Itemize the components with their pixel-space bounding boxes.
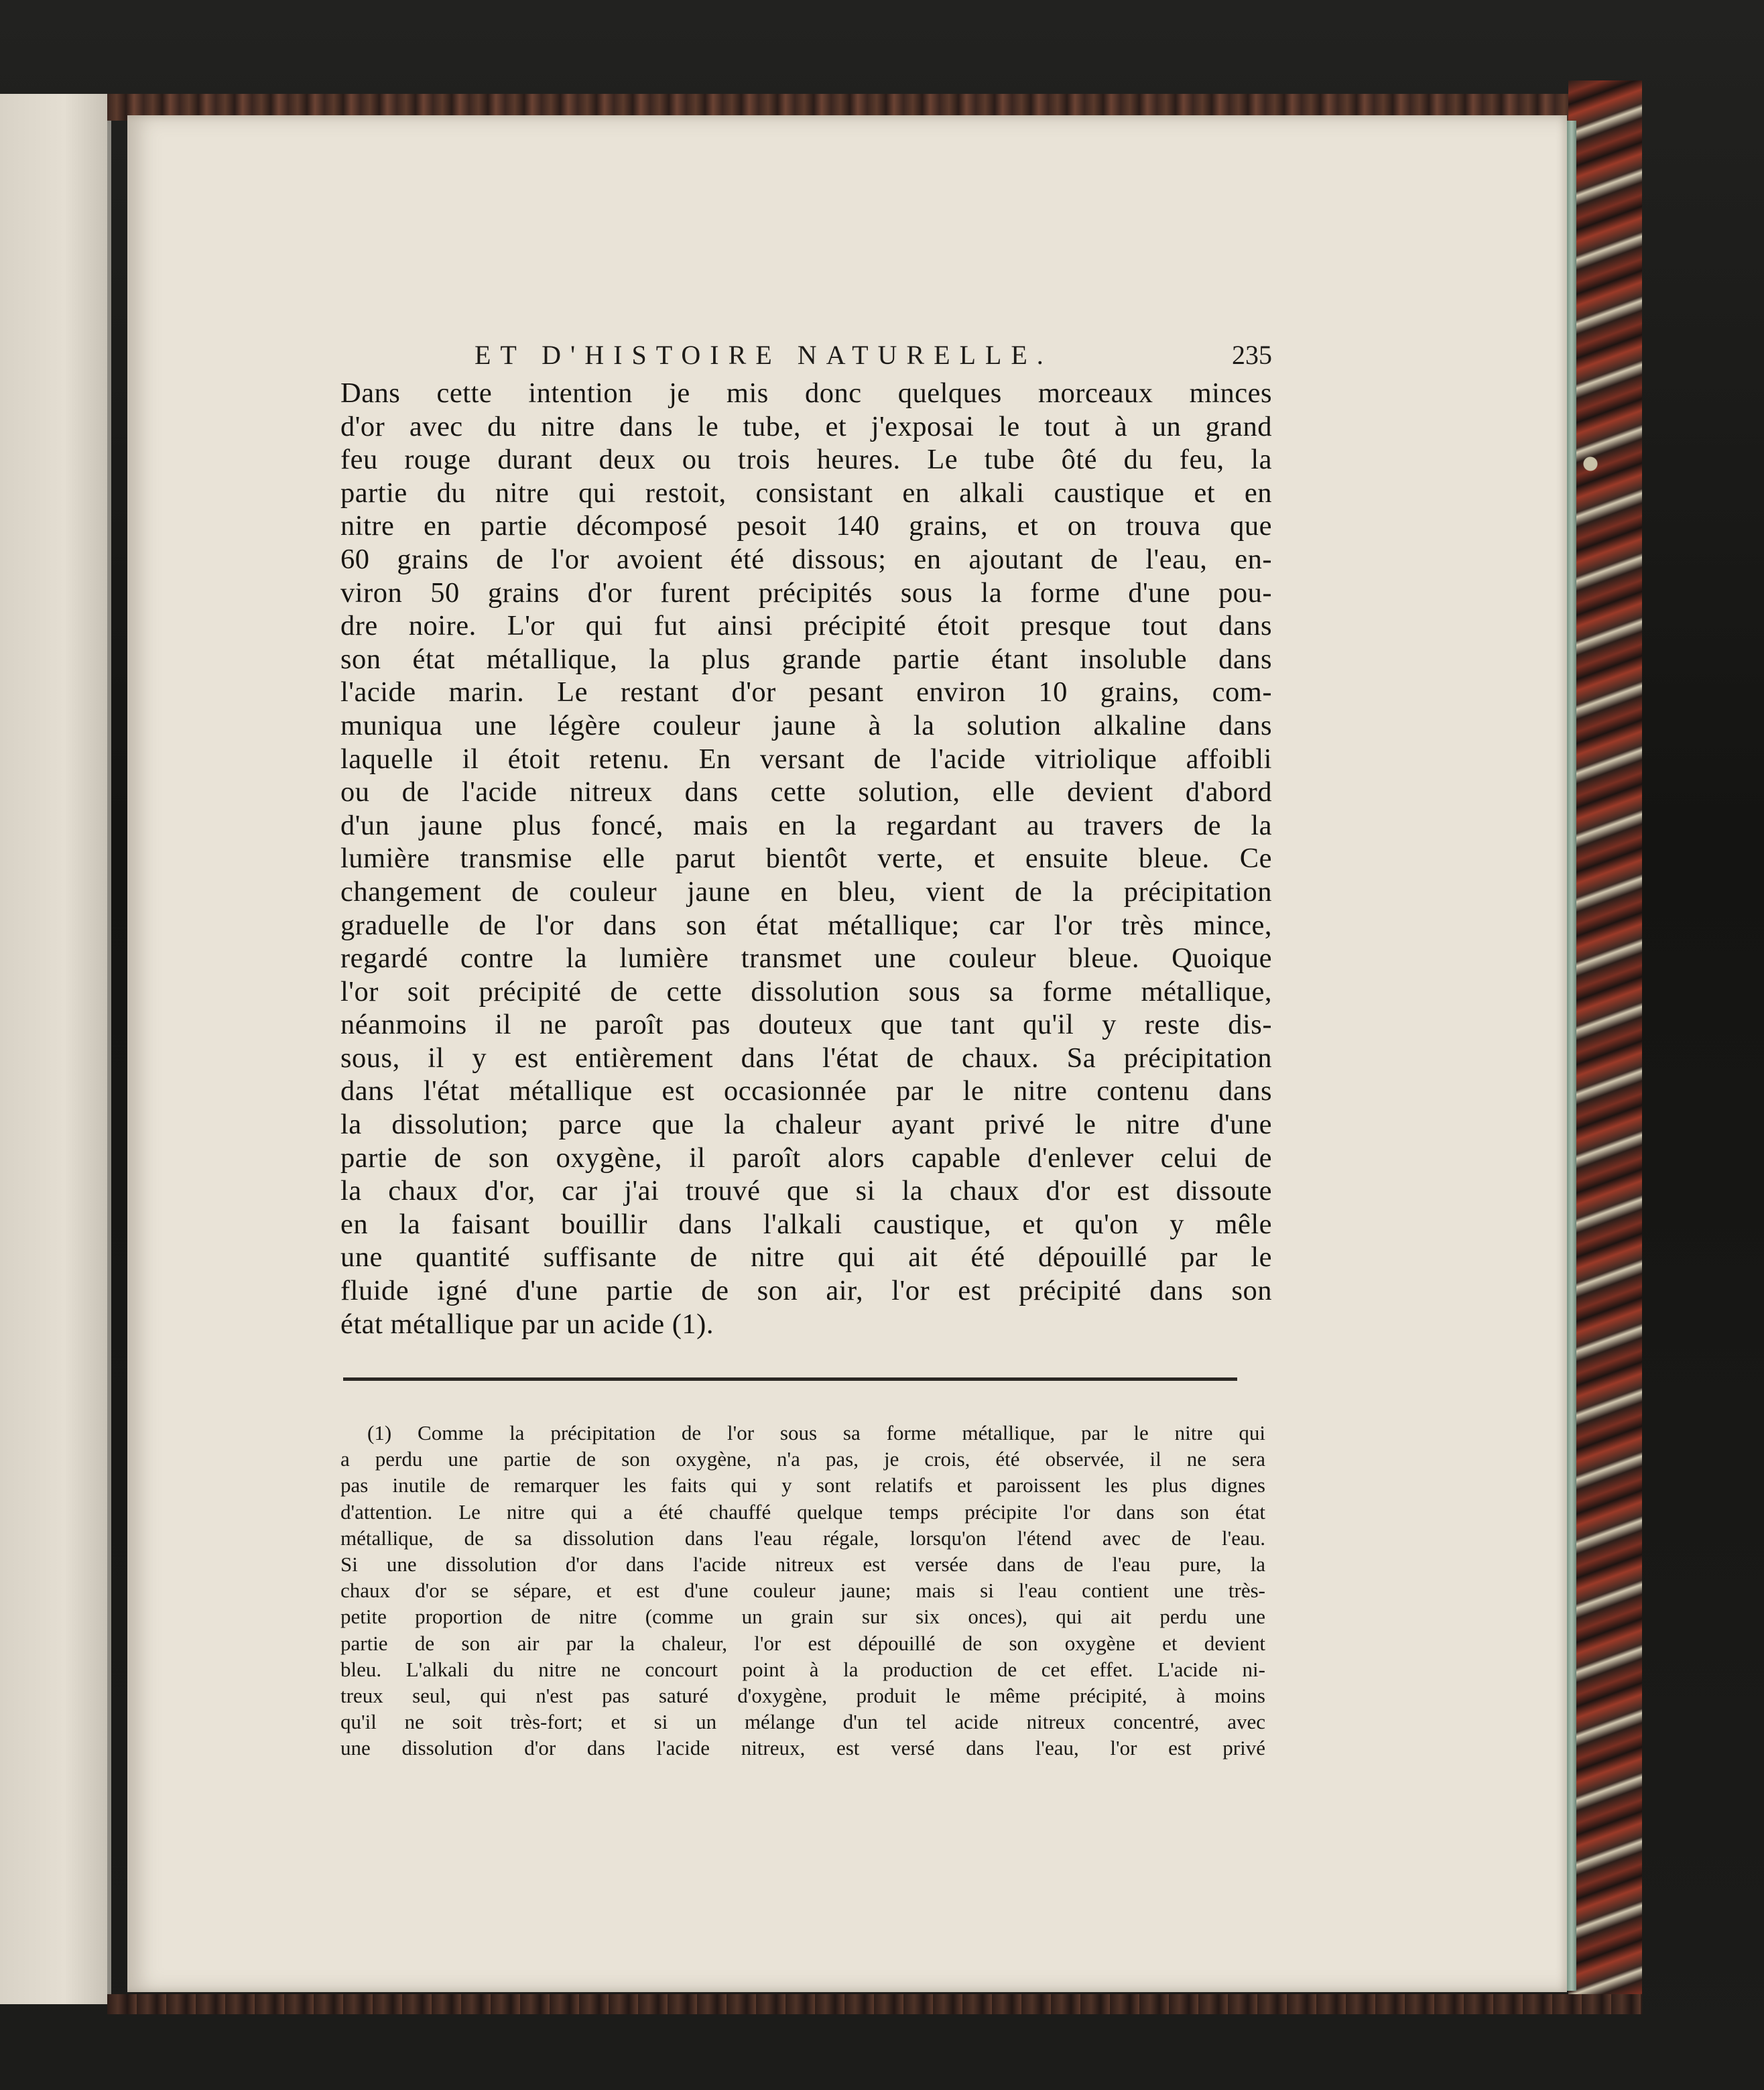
footnote-line: treux seul, qui n'est pas saturé d'oxygène, produit le même précipité, à moins [340, 1683, 1265, 1707]
body-line: dre noire. L'or qui fut ainsi précipité étoit presque tout dans [340, 610, 1272, 642]
marbled-cover-edge [1568, 80, 1642, 1997]
body-line: d'un jaune plus foncé, mais en la regardant au travers de la [340, 809, 1272, 841]
body-line: muniqua une légère couleur jaune à la solution alkaline dans [340, 709, 1272, 741]
footnote-line: une dissolution d'or dans l'acide nitreux, est versé dans l'eau, l'or est privé [340, 1736, 1265, 1760]
running-head [347, 335, 1272, 375]
body-line: la dissolution; parce que la chaleur ayant privé le nitre d'une [340, 1109, 1272, 1141]
footnote-line: (1) Comme la précipitation de l'or sous sa forme métallique, par le nitre qui [367, 1421, 1265, 1444]
footnote-line: d'attention. Le nitre qui a été chauffé quelque temps précipite l'or dans son état [340, 1499, 1265, 1524]
body-line: lumière transmise elle parut bientôt verte, et ensuite bleue. Ce [340, 843, 1272, 875]
page-block-edge [1567, 121, 1576, 1991]
body-line: partie du nitre qui restoit, consistant en alkali caustique et en [340, 477, 1272, 509]
body-line: état métallique par un acide (1). [340, 1308, 714, 1340]
body-line: la chaux d'or, car j'ai trouvé que si la chaux d'or est dissoute [340, 1175, 1272, 1207]
body-line: viron 50 grains d'or furent précipités sous la forme d'une pou- [340, 576, 1272, 609]
body-line: son état métallique, la plus grande partie étant insoluble dans [340, 643, 1272, 675]
cover-bottom-edge [107, 1994, 1642, 2014]
footnote-line: partie de son air par la chaleur, l'or est dépouillé de son oxygène et devient [340, 1631, 1265, 1655]
body-line: graduelle de l'or dans son état métallique; car l'or très mince, [340, 909, 1272, 941]
facing-page-edge [0, 94, 111, 2004]
body-line: l'or soit précipité de cette dissolution sous sa forme métallique, [340, 975, 1272, 1007]
body-line: en la faisant bouillir dans l'alkali caustique, et qu'on y mêle [340, 1208, 1272, 1240]
body-line: l'acide marin. Le restant d'or pesant environ 10 grains, com- [340, 676, 1272, 709]
body-line: Dans cette intention je mis donc quelques morceaux minces [340, 377, 1272, 409]
footnote-line: petite proportion de nitre (comme un grain sur six onces), qui ait perdu une [340, 1605, 1265, 1629]
body-line: nitre en partie décomposé pesoit 140 grains, et on trouva que [340, 510, 1272, 542]
footnote-line: bleu. L'alkali du nitre ne concourt point à la production de cet effet. L'acide ni- [340, 1657, 1265, 1681]
body-line: dans l'état métallique est occasionnée par le nitre contenu dans [340, 1075, 1272, 1107]
body-line: fluide igné d'une partie de son air, l'or est précipité dans son [340, 1275, 1272, 1307]
body-line: laquelle il étoit retenu. En versant de l'acide vitriolique affoibli [340, 743, 1272, 775]
body-text [340, 377, 1272, 1341]
footnote-rule [343, 1377, 1237, 1381]
body-line: 60 grains de l'or avoient été dissous; en ajoutant de l'eau, en- [340, 543, 1272, 575]
body-line: feu rouge durant deux ou trois heures. Le tube ôté du feu, la [340, 444, 1272, 476]
body-line: une quantité suffisante de nitre qui ait été dépouillé par le [340, 1241, 1272, 1274]
body-line: néanmoins il ne paroît pas douteux que tant qu'il y reste dis- [340, 1009, 1272, 1041]
body-line: sous, il y est entièrement dans l'état de chaux. Sa précipitation [340, 1042, 1272, 1074]
body-line: changement de couleur jaune en bleu, vient de la précipitation [340, 875, 1272, 908]
footnote-line: pas inutile de remarquer les faits qui y sont relatifs et paroissent les plus dignes [340, 1473, 1265, 1497]
body-line: regardé contre la lumière transmet une couleur bleue. Quoique [340, 942, 1272, 975]
page-number: 235 [1232, 340, 1272, 370]
body-line: partie de son oxygène, il paroît alors capable d'enlever celui de [340, 1142, 1272, 1174]
body-line: d'or avec du nitre dans le tube, et j'exposai le tout à un grand [340, 410, 1272, 442]
footnote-line: qu'il ne soit très-fort; et si un mélange d'un tel acide nitreux concentré, avec [340, 1710, 1265, 1734]
running-title: ET D'HISTOIRE NATURELLE. [475, 340, 1053, 370]
body-line: ou de l'acide nitreux dans cette solution, elle devient d'abord [340, 776, 1272, 808]
footnote-line: chaux d'or se sépare, et est d'une couleur jaune; mais si l'eau contient une très- [340, 1579, 1265, 1603]
footnote-line: métallique, de sa dissolution dans l'eau régale, lorsqu'on l'étend avec de l'eau. [340, 1526, 1265, 1550]
footnote-line: a perdu une partie de son oxygène, n'a pas, je crois, été observée, il ne sera [340, 1447, 1265, 1471]
footnote-line: Si une dissolution d'or dans l'acide nitreux est versée dans de l'eau pure, la [340, 1552, 1265, 1576]
footnote [340, 1420, 1265, 1761]
